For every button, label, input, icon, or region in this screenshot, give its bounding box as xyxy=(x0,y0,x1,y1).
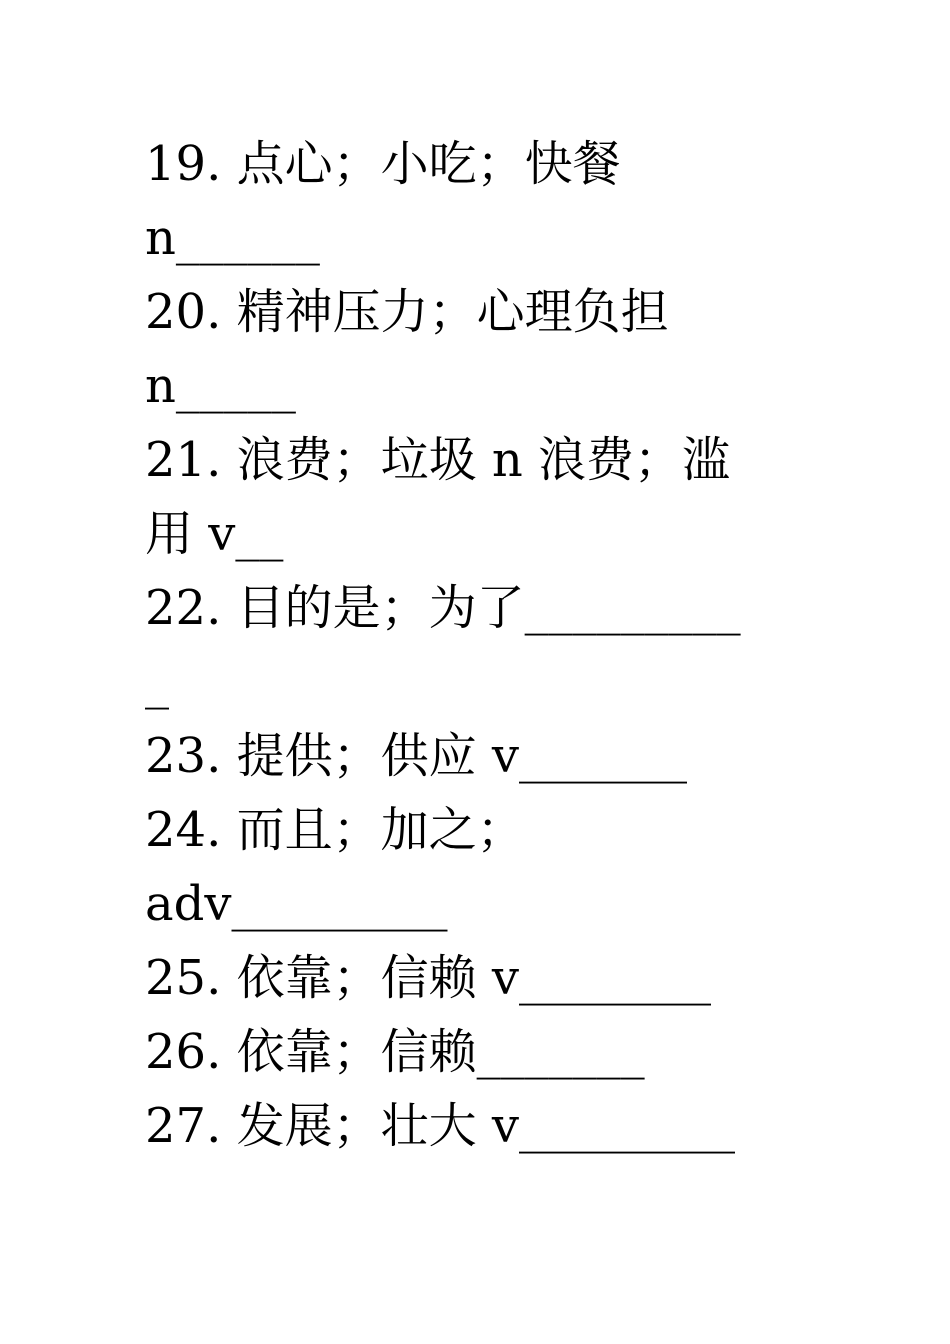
item-27-text: 27. 发展；壮大 v_________ xyxy=(145,1098,735,1154)
item-19-blank: n______ xyxy=(145,210,320,266)
item-22-blank-cont: _ xyxy=(145,654,169,710)
item-24-blank: adv_________ xyxy=(145,876,448,932)
item-24-text: 24. 而且；加之； xyxy=(145,802,525,858)
vocabulary-exercise xyxy=(145,127,815,1163)
item-25-text: 25. 依靠；信赖 v________ xyxy=(145,950,711,1006)
item-23-text: 23. 提供；供应 v_______ xyxy=(145,728,687,784)
item-20-text: 20. 精神压力；心理负担 xyxy=(145,284,669,340)
item-19-text: 19. 点心；小吃；快餐 xyxy=(145,136,621,192)
item-22-text: 22. 目的是；为了_________ xyxy=(145,580,741,636)
item-20-blank: n_____ xyxy=(145,358,296,414)
item-26-text: 26. 依靠；信赖_______ xyxy=(145,1024,645,1080)
item-21-text: 21. 浪费；垃圾 n 浪费；滥 xyxy=(145,432,731,488)
item-21-blank: 用 v__ xyxy=(145,506,284,562)
